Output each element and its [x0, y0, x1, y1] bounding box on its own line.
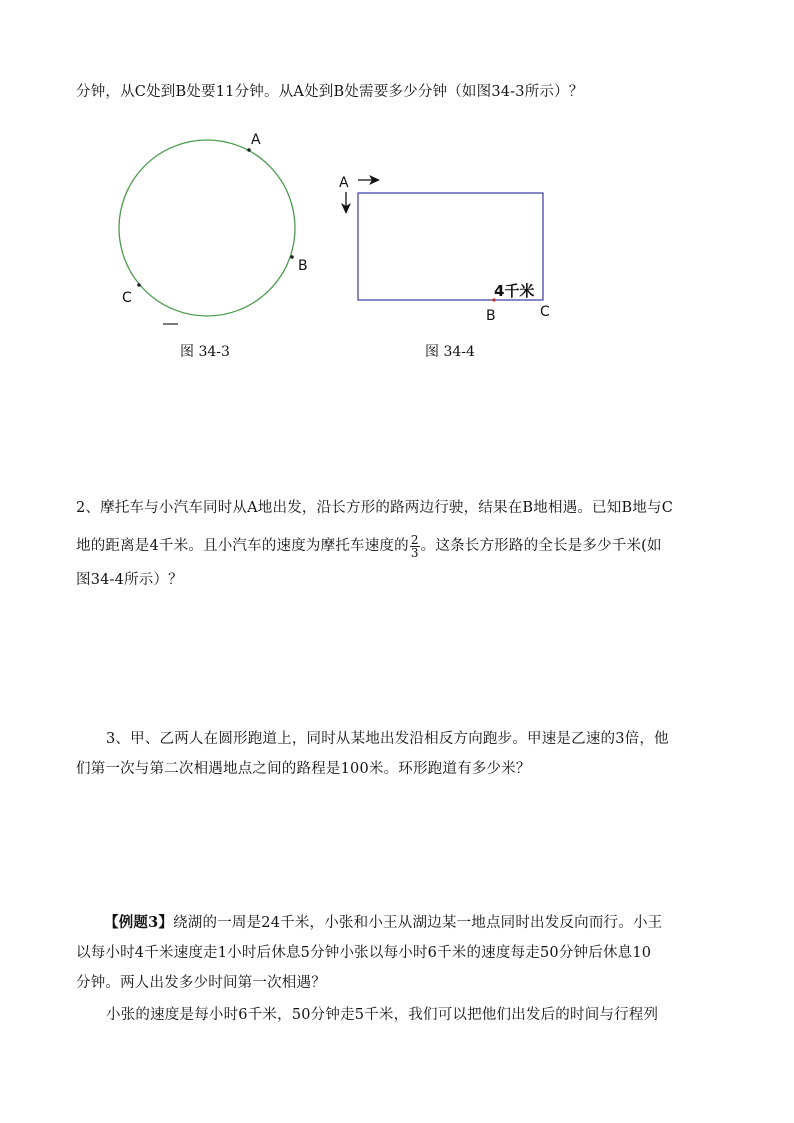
circle-label-c: C: [122, 290, 132, 306]
caption-34-4: 图 34-4: [425, 344, 475, 360]
example3-line1-rest: 绕湖的一周是24千米，小张和小王从湖边某一地点同时出发反向而行。小王: [173, 915, 663, 931]
example3-line3: 分钟。两人出发多少时间第一次相遇？: [76, 975, 326, 991]
point-a-marker: [247, 148, 251, 152]
problem2-line2-before: 地的距离是4千米。且小汽车的速度为摩托车速度的: [76, 538, 409, 554]
problem2-line1: 2、摩托车与小汽车同时从A地出发，沿长方形的路两边行驶，结果在B地相遇。已知B地与C: [76, 500, 673, 516]
example3-line4: 小张的速度是每小时6千米，50分钟走5千米，我们可以把他们出发后的时间与行程列: [106, 1007, 659, 1023]
problem2-line3: 图34-4所示）？: [76, 572, 183, 588]
figure-34-4: [339, 175, 550, 324]
circle-track: [119, 140, 295, 316]
fraction-denominator: 3: [410, 545, 419, 560]
figure-34-3: [119, 132, 308, 324]
point-b-marker: [290, 255, 294, 259]
circle-label-a: A: [251, 132, 261, 148]
example3-line2: 以每小时4千米速度走1小时后休息5分钟小张以每小时6千米的速度每走50分钟后休息10: [76, 945, 652, 961]
circle-label-b: B: [298, 258, 308, 274]
rect-label-a: A: [339, 175, 349, 191]
intro-line: 分钟，从C处到B处要11分钟。从A处到B处需要多少分钟（如图34-3所示）？: [76, 84, 584, 100]
point-c-marker: [137, 283, 141, 287]
example3-line1: [104, 913, 662, 933]
distance-label: 4千米: [494, 282, 535, 300]
fraction-numerator: 2: [410, 532, 419, 547]
example3-title: 【例题3】: [104, 914, 174, 931]
caption-34-3: 图 34-3: [180, 344, 230, 360]
rect-label-b: B: [486, 308, 496, 324]
rect-label-c: C: [540, 304, 550, 320]
problem3-line1: 3、甲、乙两人在圆形跑道上，同时从某地出发沿相反方向跑步。甲速是乙速的3倍，他: [106, 731, 669, 747]
problem3-line2: 们第一次与第二次相遇地点之间的路程是100米。环形跑道有多少米？: [76, 761, 531, 777]
problem2-line2: [76, 530, 662, 562]
problem2-line2-after: 。这条长方形路的全长是多少千米(如: [420, 538, 662, 554]
fraction: [410, 534, 420, 559]
